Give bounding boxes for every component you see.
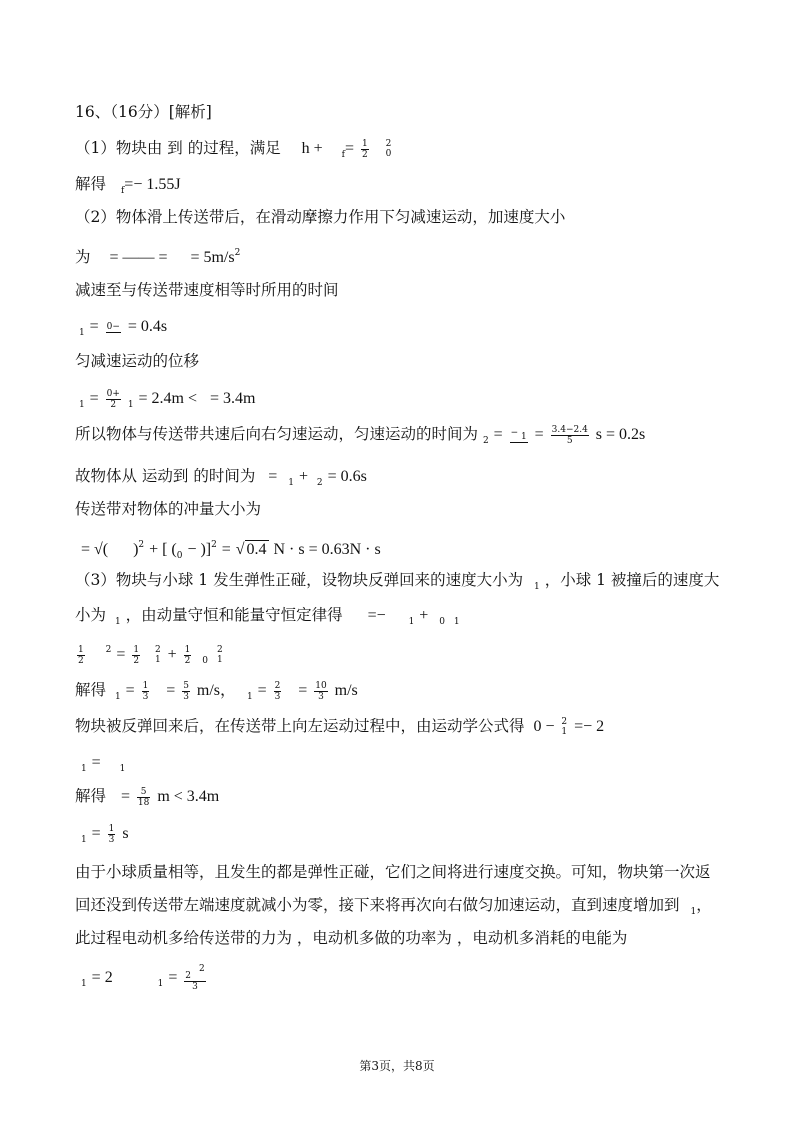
text-line: 传送带对物体的冲量大小为 — [75, 500, 262, 518]
fraction: $\frac{0+}{2}$ — [106, 388, 120, 410]
text-line: 匀减速运动的位移 — [75, 352, 200, 370]
momentum-line: 小为 $_1$ ，由动量守恒和能量守恒定律得 =− $_1$ + $_0$ $_1$ — [75, 606, 460, 627]
energy-result: $_1$ = 2 $_1$ = $\frac{22}{3}$ — [81, 964, 205, 992]
fraction: − 1 — [510, 427, 527, 442]
total-time-line: 故物体从 运动到 的时间为 = $_1$ + $_2$ = 0.6s — [75, 467, 367, 488]
fraction: $\frac{5}{3}$ — [183, 680, 189, 702]
text-line: 减速至与传送带速度相等时所用的时间 — [75, 281, 339, 299]
uniform-motion-line: 所以物体与传送带共速后向右匀速运动，匀速运动的时间为 $_2$ = − 1 = $\frac{3.4-2.4}{5}$ s = 0.2s — [75, 424, 646, 446]
super-sub-stack: 2 1 — [154, 645, 161, 665]
acceleration-line: 为 = —— = = $5m/s^2$ — [75, 248, 241, 266]
fraction: 0− — [106, 321, 120, 332]
result-energy: 解得 $_f$=− 1.55J — [75, 175, 181, 196]
fraction: $\frac{2}{3}$ — [274, 680, 281, 702]
fraction: $\frac{1}{2}$ — [184, 644, 191, 666]
fraction: $\frac{22}{3}$ — [185, 964, 205, 992]
radical: 0.4 — [246, 541, 267, 558]
velocity-result: 解得 $_1$ = $\frac{1}{3}$ = $\frac{5}{3}$ m/s， $_1$ = $\frac{2}{3}$ = $\frac{10}{3}$ m/s — [75, 680, 358, 702]
impulse-equation: = √( )$^2$ + [ $(_0 - )]^2$ = √ 0.4 N · s = 0.63N · s — [81, 540, 381, 561]
time-equation: $_1$ = 0− = 0.4s — [79, 318, 168, 338]
solution-step-1: （1）物块由 到 的过程，满足 h + $_f$= $\frac{1}{2}$ 2 0 — [75, 138, 392, 160]
fraction: $\frac{3.4-2.4}{5}$ — [551, 424, 588, 446]
fraction: $\frac{1}{2}$ — [133, 644, 140, 666]
fraction: $\frac{1}{2}$ — [361, 138, 368, 160]
text-line: 回还没到传送带左端速度就减小为零，接下来将再次向右做匀加速运动，直到速度增加到 $_1$， — [75, 896, 712, 917]
text-line: 由于小球质量相等，且发生的都是弹性正碰，它们之间将进行速度交换。可知，物块第一次返 — [75, 863, 711, 881]
fraction: $\frac{1}{3}$ — [142, 680, 149, 702]
super-sub-stack: 2 1 — [216, 645, 223, 665]
solution-step-2: （2）物体滑上传送带后，在滑动摩擦力作用下匀减速运动，加速度大小 — [75, 208, 566, 226]
fraction: $\frac{1}{2}$ — [78, 644, 84, 666]
super-sub-stack: 2 1 — [561, 717, 568, 737]
distance-result: 解得 = $\frac{5}{18}$ m < 3.4m — [75, 786, 220, 808]
time-result: $_1$ = $\frac{1}{3}$ s — [81, 823, 129, 845]
fraction: $\frac{10}{3}$ — [315, 680, 327, 702]
equation-line: $_1$ = $_1$ — [81, 754, 126, 774]
page-number: 第3页，共8页 — [359, 1059, 435, 1073]
fraction: $\frac{5}{18}$ — [137, 786, 150, 808]
section-heading: 16、（16分）[解析] — [75, 103, 212, 121]
solution-step-3: （3）物块与小球 1 发生弹性正碰，设物块反弹回来的速度大小为 $_1$ ，小球 1 被撞后的速度大 — [75, 571, 720, 592]
kinematics-line: 物块被反弹回来后，在传送带上向左运动过程中，由运动学公式得 0 − 2 1 =− 2 — [75, 717, 605, 737]
text-line: 此过程电动机多给传送带的力为 ，电动机多做的功率为 ，电动机多消耗的电能为 — [75, 929, 628, 947]
fraction: $\frac{1}{3}$ — [108, 823, 115, 845]
displacement-equation: $_1$ = $\frac{0+}{2}$ $_1$ = 2.4m < = 3.4m — [79, 388, 256, 410]
super-sub-stack: 2 0 — [385, 139, 392, 159]
energy-equation: $\frac{1}{2}$ $^2$ = $\frac{1}{2}$ 2 1 + $\frac{1}{2}$ $_0$ 2 1 — [78, 644, 223, 666]
